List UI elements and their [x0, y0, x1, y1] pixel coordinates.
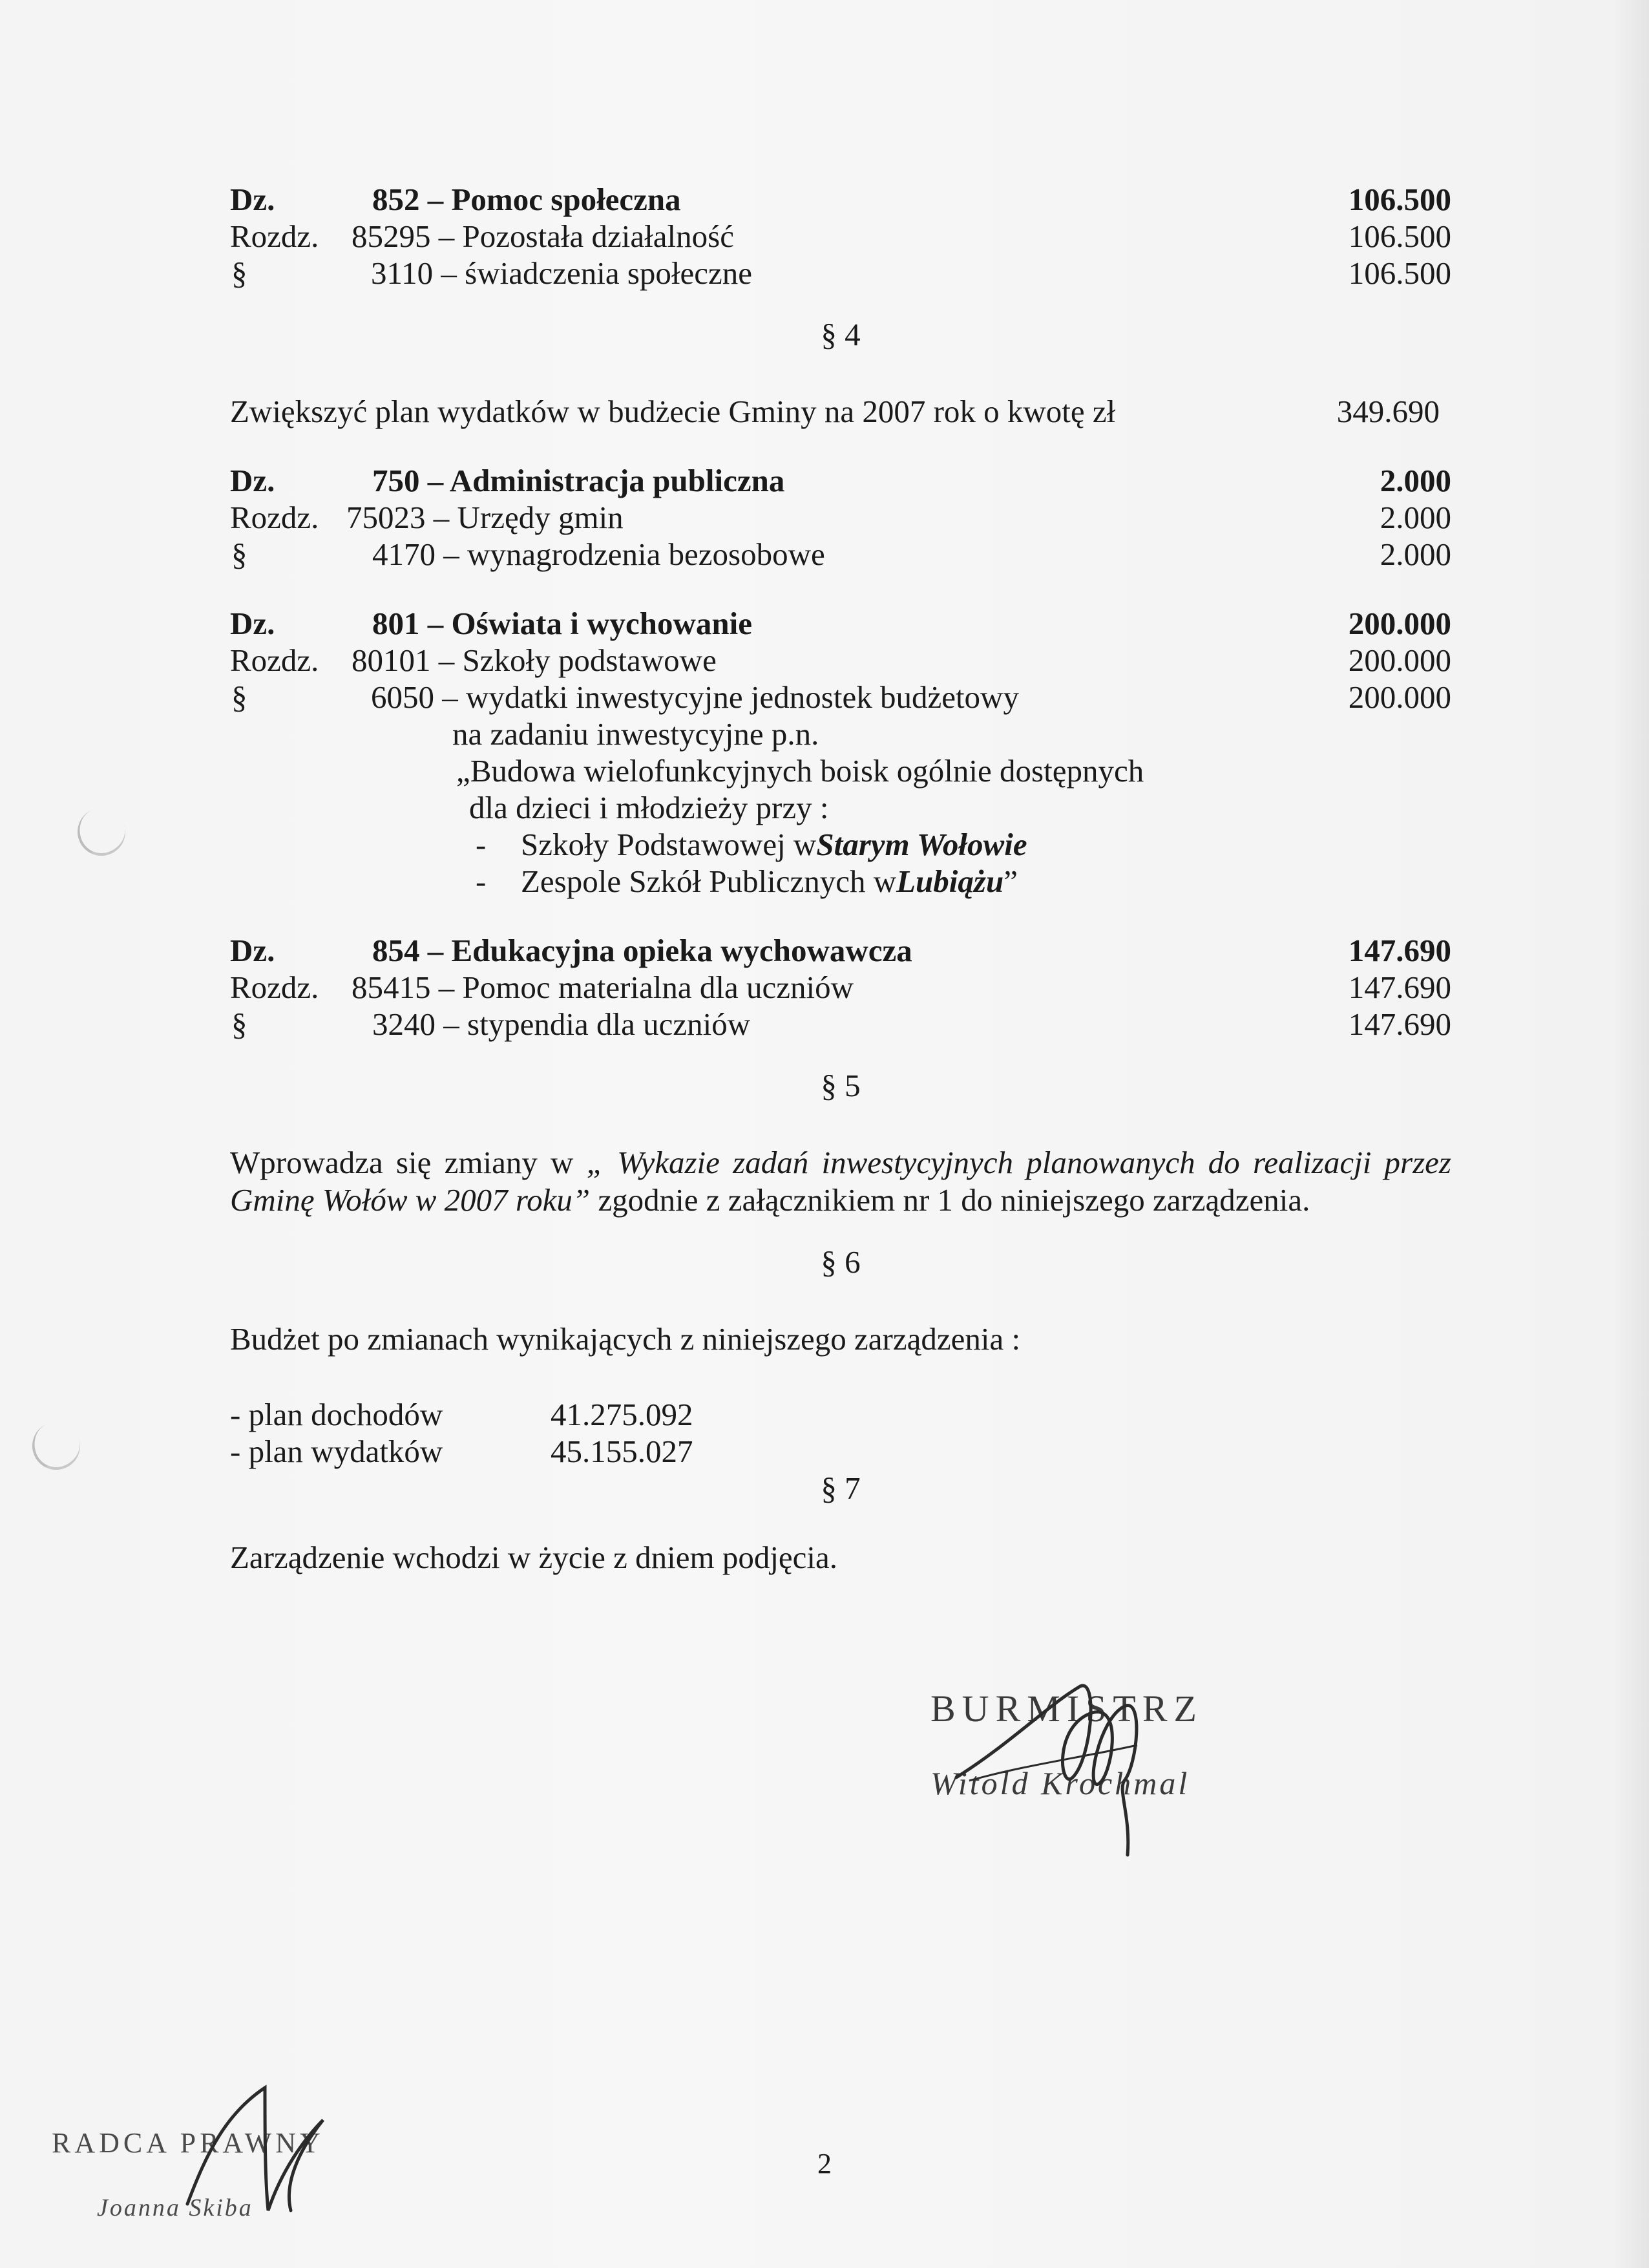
- investment-line-2: na zadaniu inwestycyjne p.n.: [452, 716, 819, 752]
- section-5-heading: § 5: [821, 1068, 861, 1103]
- par-4170-row: § 4170 – wynagrodzenia bezosobowe 2.000: [231, 536, 1451, 572]
- section-7-heading: § 7: [821, 1470, 861, 1506]
- legal-advisor-signature-icon: [168, 2075, 362, 2223]
- investment-line-4: dla dzieci i młodzieży przy :: [469, 790, 829, 825]
- section-4-heading: § 4: [821, 317, 861, 352]
- plan-wydatkow-row: - plan wydatków 45.155.027: [230, 1434, 693, 1469]
- dz-854-row: Dz. 854 – Edukacyjna opieka wychowawcza 147.690: [230, 933, 1451, 968]
- par-3240-row: § 3240 – stypendia dla uczniów 147.690: [231, 1006, 1451, 1042]
- investment-item-1: - Szkoły Podstawowej w Starym Wołowie: [476, 827, 1027, 862]
- investment-line-3: „Budowa wielofunkcyjnych boisk ogólnie dostępnych: [456, 753, 1144, 789]
- punch-hole-top: [71, 801, 132, 863]
- section-4-intro: Zwiększyć plan wydatków w budżecie Gminy na 2007 rok o kwotę zł 349.690: [230, 394, 1440, 429]
- dz-801-row: Dz. 801 – Oświata i wychowanie 200.000: [230, 606, 1451, 641]
- section-6-intro: Budżet po zmianach wynikających z niniejszego zarządzenia :: [230, 1321, 1021, 1357]
- section-7-text: Zarządzenie wchodzi w życie z dniem podjęcia.: [230, 1540, 838, 1575]
- radca-name: Joanna Skiba: [97, 2194, 253, 2221]
- page-edge-shadow: [1610, 0, 1649, 2268]
- legal-advisor-stamp: [52, 2088, 388, 2230]
- mayor-signature-icon: [930, 1668, 1292, 1861]
- plan-dochodow-row: - plan dochodów 41.275.092: [230, 1397, 693, 1432]
- rozdz-80101-row: Rozdz. 80101 – Szkoły podstawowe 200.000: [230, 642, 1451, 678]
- punch-hole-bottom: [26, 1415, 87, 1477]
- stamp-title: BURMISTRZ: [930, 1688, 1203, 1730]
- document-body: [230, 181, 1451, 1576]
- stamp-name: Witold Krochmal: [930, 1765, 1190, 1801]
- par-3110-row: § 3110 – świadczenia społeczne 106.500: [231, 255, 1451, 291]
- page-number: 2: [817, 2148, 832, 2179]
- dz-750-row: Dz. 750 – Administracja publiczna 2.000: [230, 463, 1451, 498]
- section-5-text: Wprowadza się zmiany w „ Wykazie zadań inwestycyjnych planowanych do realizacji przez Gminę Wołów w 2007 roku” zgodnie z załącznikiem nr 1 do niniejszego zarządzenia.: [230, 1145, 1451, 1218]
- rozdz-85415-row: Rozdz. 85415 – Pomoc materialna dla uczniów 147.690: [230, 970, 1451, 1005]
- radca-title: RADCA PRAWNY: [52, 2127, 324, 2159]
- investment-item-2: - Zespole Szkół Publicznych w Lubiążu ”: [476, 864, 1018, 899]
- rozdz-75023-row: Rozdz. 75023 – Urzędy gmin 2.000: [230, 500, 1451, 535]
- par-6050-row: § 6050 – wydatki inwestycyjne jednostek budżetowy 200.000: [231, 679, 1451, 715]
- mayor-stamp: [930, 1668, 1292, 1849]
- section-6-heading: § 6: [821, 1244, 861, 1280]
- dz-852-row: Dz. 852 – Pomoc społeczna 106.500: [230, 182, 1451, 217]
- rozdz-85295-row: Rozdz. 85295 – Pozostała działalność 106.500: [230, 218, 1451, 254]
